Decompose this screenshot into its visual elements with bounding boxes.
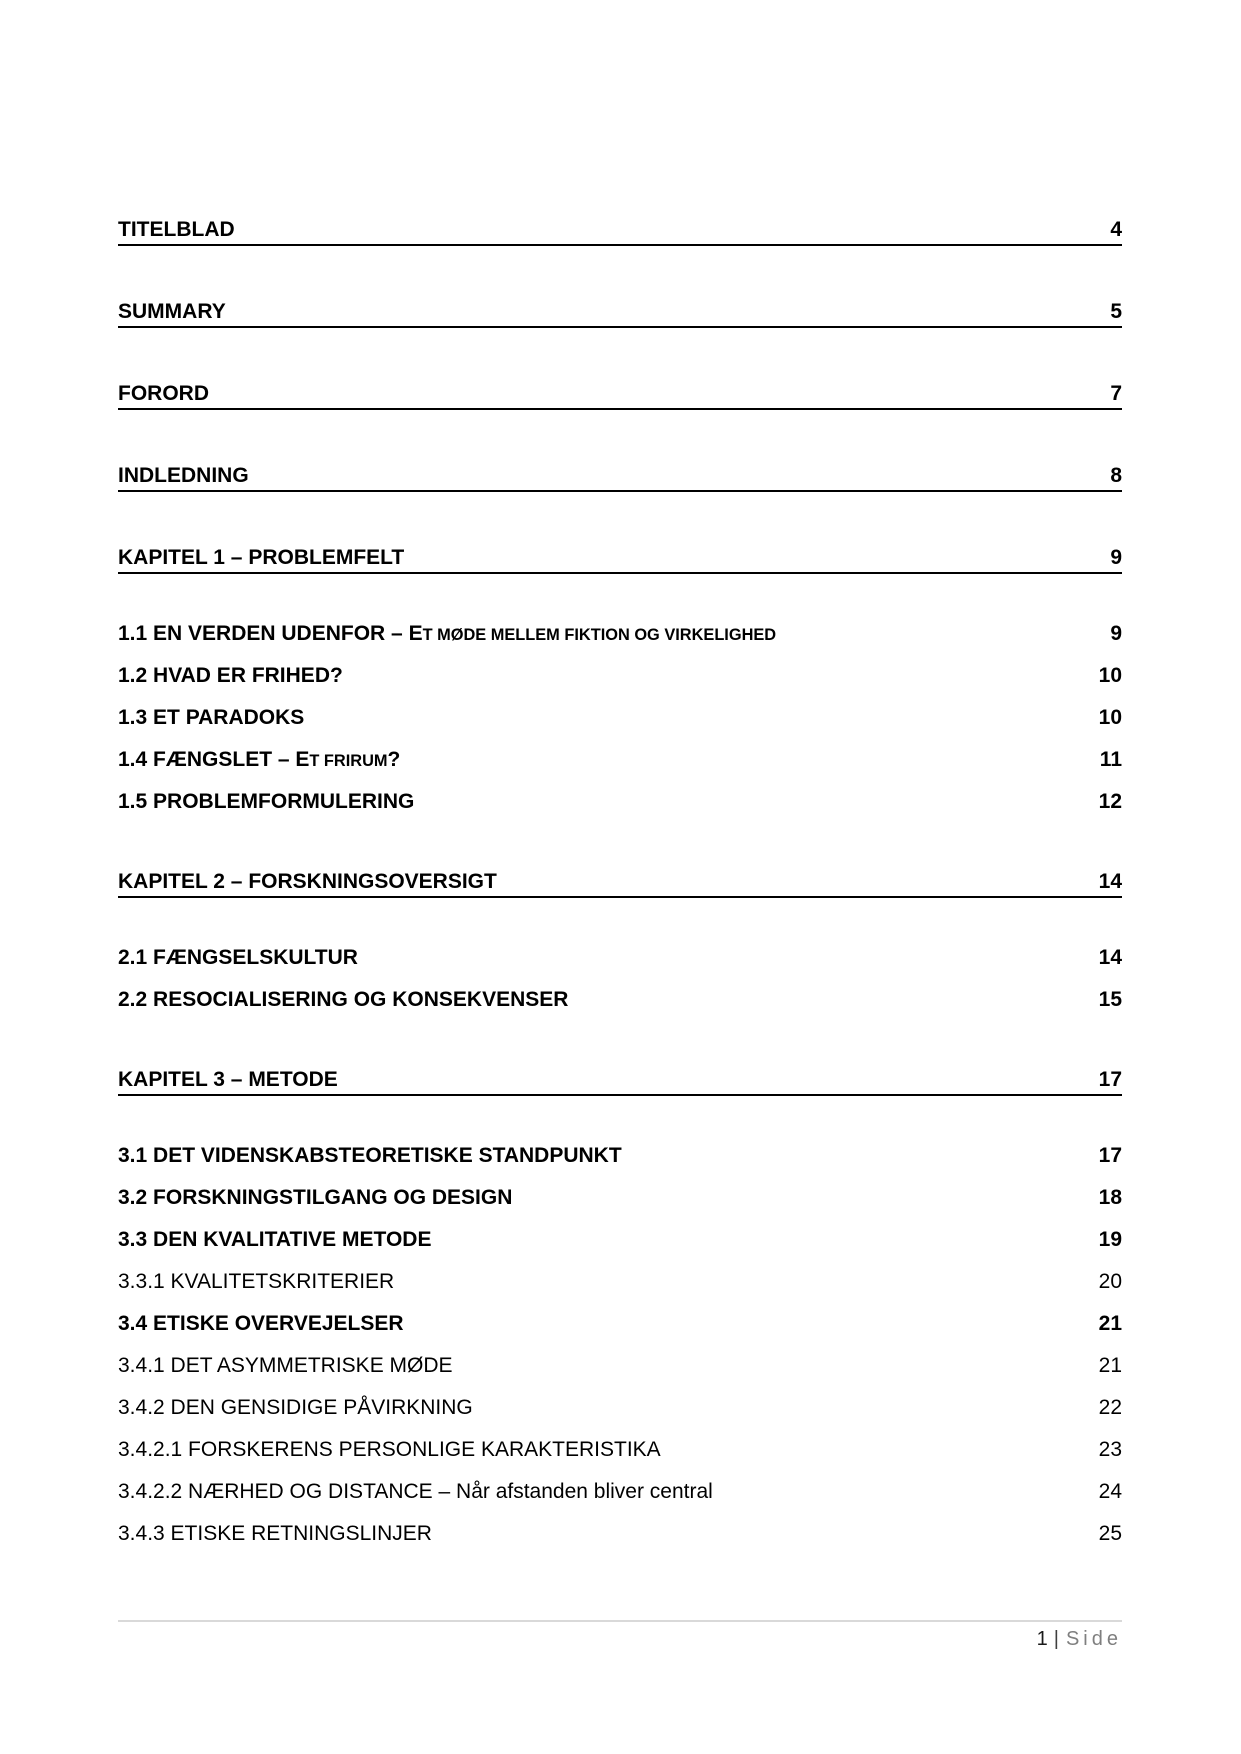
toc-entry-label <box>118 662 1085 689</box>
toc-entry-page-number: 10 <box>1098 664 1122 687</box>
toc-entry-label <box>118 788 1085 815</box>
toc-entry-page-number: 10 <box>1098 706 1122 729</box>
toc-entry-label <box>118 1436 1085 1463</box>
toc-label-segment: 3.1 DET VIDENSKABSTEORETISKE STANDPUNKT <box>118 1144 622 1167</box>
toc-entry-label <box>118 1142 1085 1169</box>
toc-entry-page-number: 8 <box>1110 464 1122 487</box>
table-of-contents <box>118 216 1122 1548</box>
toc-entry[interactable] <box>118 1142 1122 1170</box>
toc-entry-page-number: 25 <box>1098 1522 1122 1545</box>
toc-entry-page-number: 18 <box>1098 1186 1122 1209</box>
toc-entry-label <box>118 704 1085 731</box>
toc-entry-label <box>118 868 1085 895</box>
toc-label-segment: 3.4 ETISKE OVERVEJELSER <box>118 1312 404 1335</box>
page-footer <box>118 1627 1122 1651</box>
toc-section-entry[interactable] <box>118 298 1122 328</box>
toc-entry-page-number: 19 <box>1098 1228 1122 1251</box>
toc-entry-label <box>118 620 1096 649</box>
toc-entry-page-number: 9 <box>1110 546 1122 569</box>
toc-entry-label <box>118 298 1096 325</box>
toc-label-segment: 3.4.1 DET ASYMMETRISKE MØDE <box>118 1354 453 1377</box>
toc-label-segment: KAPITEL 2 – FORSKNINGSOVERSIGT <box>118 870 497 893</box>
document-page <box>118 216 1122 1548</box>
toc-section-entry[interactable] <box>118 462 1122 492</box>
toc-entry-label <box>118 1478 1085 1505</box>
toc-entry[interactable] <box>118 1520 1122 1548</box>
toc-entry-label <box>118 944 1085 971</box>
toc-entry-page-number: 24 <box>1098 1480 1122 1503</box>
toc-entry[interactable] <box>118 1184 1122 1212</box>
toc-label-segment: 3.2 FORSKNINGSTILGANG OG DESIGN <box>118 1186 513 1209</box>
footer-separator: | <box>1053 1628 1059 1650</box>
toc-entry[interactable] <box>118 662 1122 690</box>
toc-entry-page-number: 23 <box>1098 1438 1122 1461</box>
toc-section-entry[interactable] <box>118 544 1122 574</box>
toc-label-segment: 1.3 ET PARADOKS <box>118 706 305 729</box>
toc-label-segment: 3.3 DEN KVALITATIVE METODE <box>118 1228 432 1251</box>
toc-entry[interactable] <box>118 1436 1122 1464</box>
footer-divider <box>118 1620 1122 1622</box>
toc-entry-page-number: 14 <box>1098 870 1122 893</box>
toc-label-segment: 3.3.1 KVALITETSKRITERIER <box>118 1270 395 1293</box>
toc-entry[interactable] <box>118 1226 1122 1254</box>
toc-entry-label <box>118 986 1085 1013</box>
toc-entry-label <box>118 1268 1085 1295</box>
toc-entry-page-number: 7 <box>1110 382 1122 405</box>
toc-section-entry[interactable] <box>118 868 1122 898</box>
toc-entry-page-number: 12 <box>1098 790 1122 813</box>
toc-section-entry[interactable] <box>118 380 1122 410</box>
toc-label-smallcaps-segment: T FRIRUM <box>309 752 388 770</box>
toc-entry[interactable] <box>118 1268 1122 1296</box>
toc-entry-page-number: 4 <box>1110 218 1122 241</box>
toc-entry-label <box>118 1066 1085 1093</box>
toc-label-segment: TITELBLAD <box>118 218 235 241</box>
toc-entry-page-number: 11 <box>1099 748 1122 771</box>
toc-entry-label <box>118 1520 1085 1547</box>
toc-entry-label <box>118 462 1096 489</box>
toc-entry-page-number: 21 <box>1098 1354 1122 1377</box>
toc-entry-page-number: 9 <box>1110 622 1122 645</box>
toc-label-segment: 3.4.3 ETISKE RETNINGSLINJER <box>118 1522 432 1545</box>
toc-label-segment: ? <box>387 748 401 771</box>
toc-entry-page-number: 17 <box>1098 1144 1122 1167</box>
toc-entry-label <box>118 1184 1085 1211</box>
toc-label-segment: 1.1 EN VERDEN UDENFOR – E <box>118 622 423 645</box>
footer-page-number: 1 <box>1036 1628 1048 1650</box>
toc-entry-label <box>118 216 1096 243</box>
toc-label-segment: KAPITEL 3 – METODE <box>118 1068 338 1091</box>
toc-label-segment: 1.5 PROBLEMFORMULERING <box>118 790 415 813</box>
footer-side-label: Side <box>1065 1628 1122 1650</box>
toc-entry[interactable] <box>118 620 1122 648</box>
toc-entry-label <box>118 1310 1085 1337</box>
toc-entry-page-number: 17 <box>1098 1068 1122 1091</box>
toc-label-segment: 3.4.2.1 FORSKERENS PERSONLIGE KARAKTERISTIKA <box>118 1438 661 1461</box>
toc-entry-label <box>118 1226 1085 1253</box>
toc-entry[interactable] <box>118 1310 1122 1338</box>
toc-label-segment: INDLEDNING <box>118 464 249 487</box>
toc-label-segment: 3.4.2.2 NÆRHED OG DISTANCE – Når afstanden bliver central <box>118 1480 713 1503</box>
toc-entry-label <box>118 1394 1085 1421</box>
toc-entry[interactable] <box>118 1478 1122 1506</box>
toc-label-segment: 2.2 RESOCIALISERING OG KONSEKVENSER <box>118 988 569 1011</box>
toc-label-segment: FORORD <box>118 382 209 405</box>
toc-label-smallcaps-segment: T MØDE MELLEM FIKTION OG VIRKELIGHED <box>422 626 777 644</box>
toc-entry-label <box>118 746 1086 775</box>
toc-entry[interactable] <box>118 704 1122 732</box>
toc-entry[interactable] <box>118 1352 1122 1380</box>
toc-entry-page-number: 5 <box>1110 300 1122 323</box>
toc-entry-page-number: 15 <box>1098 988 1122 1011</box>
toc-label-segment: 2.1 FÆNGSELSKULTUR <box>118 946 358 969</box>
toc-entry-page-number: 21 <box>1098 1312 1122 1335</box>
toc-entry-page-number: 14 <box>1098 946 1122 969</box>
toc-entry-label <box>118 1352 1085 1379</box>
toc-label-segment: SUMMARY <box>118 300 226 323</box>
toc-entry-page-number: 22 <box>1098 1396 1122 1419</box>
toc-section-entry[interactable] <box>118 216 1122 246</box>
toc-entry[interactable] <box>118 1394 1122 1422</box>
toc-label-segment: 1.4 FÆNGSLET – E <box>118 748 310 771</box>
toc-entry[interactable] <box>118 746 1122 774</box>
toc-entry-page-number: 20 <box>1098 1270 1122 1293</box>
toc-section-entry[interactable] <box>118 1066 1122 1096</box>
toc-label-segment: KAPITEL 1 – PROBLEMFELT <box>118 546 405 569</box>
toc-label-segment: 3.4.2 DEN GENSIDIGE PÅVIRKNING <box>118 1396 473 1419</box>
toc-entry-label <box>118 544 1096 571</box>
toc-entry-label <box>118 380 1096 407</box>
toc-entry[interactable] <box>118 944 1122 972</box>
toc-label-segment: 1.2 HVAD ER FRIHED? <box>118 664 343 687</box>
toc-entry[interactable] <box>118 986 1122 1014</box>
toc-entry[interactable] <box>118 788 1122 816</box>
